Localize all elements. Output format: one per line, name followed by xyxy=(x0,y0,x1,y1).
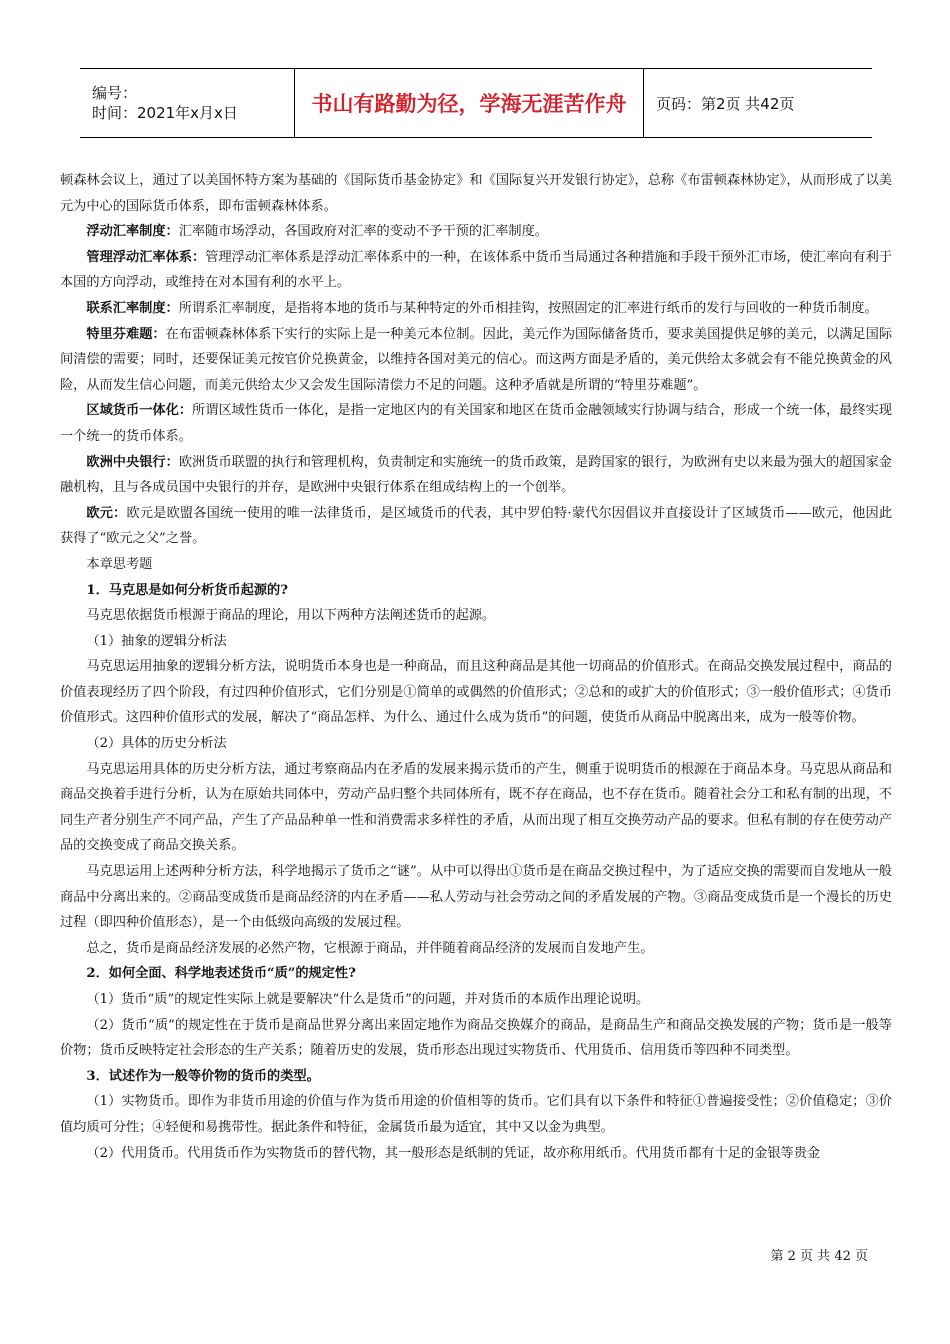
paragraph-text: 总之，货币是商品经济发展的必然产物，它根源于商品，并伴随着商品经济的发展而自发地产生。 xyxy=(86,940,654,956)
header-meta xyxy=(80,69,295,137)
paragraph-text: 顿森林会议上，通过了以美国怀特方案为基础的《国际货币基金协定》和《国际复兴开发银行协定》，总称《布雷顿森林协定》，从而形成了以美元为中心的国际货币体系，即布雷顿森林体系。 xyxy=(60,173,892,214)
paragraph-text: 在布雷顿森林体系下实行的实际上是一种美元本位制。因此，美元作为国际储备货币，要求美国提供足够的美元，以满足国际间清偿的需要；同时，还要保证美元按官价兑换黄金，以维持各国对美元的信心。而这两方面是矛盾的，美元供给太多就会有不能兑换黄金的风险，从而发生信心问题，而美元供给太少又会发生国际清偿力不足的问题。这种矛盾就是所谓的“特里芬难题”。 xyxy=(60,326,893,393)
paragraph xyxy=(60,322,892,399)
term-label: 管理浮动汇率体系： xyxy=(86,249,206,265)
paragraph xyxy=(60,1064,892,1090)
paragraph-text: （1）实物货币。即作为非货币用途的价值与作为货币用途的价值相等的货币。它们具有以下条件和特征①普遍接受性；②价值稳定；③价值均质可分性；④轻便和易携带性。据此条件和特征，金属货币最为适宜，其中又以金为典型。 xyxy=(60,1094,892,1135)
paragraph-text: （1）抽象的逻辑分析法 xyxy=(86,633,227,649)
paragraph-text: （2）具体的历史分析法 xyxy=(86,736,227,752)
paragraph-text: 所谓系汇率制度，是指将本地的货币与某种特定的外币相挂钩，按照固定的汇率进行纸币的发行与回收的一种货币制度。 xyxy=(178,300,878,316)
term-label: 浮动汇率制度： xyxy=(86,224,179,240)
paragraph-text: 欧洲货币联盟的执行和管理机构，负责制定和实施统一的货币政策，是跨国家的银行，为欧洲有史以来最为强大的超国家金融机构，且与各成员国中央银行的并存，是欧洲中央银行体系在组成结构上的一个创举。 xyxy=(60,454,892,496)
paragraph xyxy=(60,603,892,629)
paragraph-text: 马克思依据货币根源于商品的理论，用以下两种方法阐述货币的起源。 xyxy=(86,608,496,624)
term-label: 区域货币一体化： xyxy=(86,403,193,419)
header-motto xyxy=(295,69,644,137)
paragraph-text: 马克思运用上述两种分析方法，科学地揭示了货币之“谜”。从中可以得出①货币是在商品交换过程中，为了适应交换的需要而自发地从一般商品中分离出来的。②商品变成货币是商品经济的内在矛盾——私人劳动与社会劳动之间的矛盾发展的产物。③商品变成货币是一个漫长的历史过程（即四种价值形态），是一个由低级向高级的发展过程。 xyxy=(60,864,892,931)
paragraph xyxy=(60,296,892,322)
paragraph-text: 汇率随市场浮动，各国政府对汇率的变动不予干预的汇率制度。 xyxy=(178,224,548,240)
paragraph-text: 马克思运用具体的历史分析方法，通过考察商品内在矛盾的发展来揭示货币的产生，侧重于说明货币的根源在于商品本身。马克思从商品和商品交换着手进行分析，认为在原始共同体中，劳动产品归整个共同体所有，既不存在商品，也不存在货币。随着社会分工和私有制的出现，不同生产者分别生产不同产品，产生了产品品种单一性和消费需求多样性的矛盾，从而出现了相互交换劳动产品的要求。但私有制的存在使劳动产品的交换变成了商品交换关系。 xyxy=(60,761,892,854)
paragraph xyxy=(60,629,892,655)
paragraph xyxy=(60,987,892,1013)
paragraph xyxy=(60,654,892,731)
paragraph-text: 本章思考题 xyxy=(86,556,153,572)
paragraph xyxy=(60,398,892,449)
document-number-label: 编号： xyxy=(92,84,138,102)
paragraph xyxy=(60,501,892,552)
paragraph xyxy=(60,245,892,296)
paragraph-text: 1．马克思是如何分析货币起源的? xyxy=(86,582,288,598)
paragraph xyxy=(60,757,892,859)
paragraph xyxy=(60,1013,892,1064)
paragraph-text: 所谓区域性货币一体化，是指一定地区内的有关国家和地区在货币金融领域实行协调与结合，形成一个统一体，最终实现一个统一的货币体系。 xyxy=(60,403,892,444)
paragraph xyxy=(60,168,892,219)
paragraph xyxy=(60,1089,892,1140)
page-header xyxy=(80,68,872,138)
paragraph xyxy=(60,731,892,757)
document-body xyxy=(60,168,892,1166)
paragraph-text: （1）货币“质”的规定性实际上就是要解决“什么是货币”的问题，并对货币的本质作出理论说明。 xyxy=(86,992,650,1007)
header-page-info xyxy=(644,69,872,137)
paragraph xyxy=(60,552,892,578)
paragraph-text: （2）代用货币。代用货币作为实物货币的替代物，其一般形态是纸制的凭证，故亦称用纸币。代用货币都有十足的金银等贵金 xyxy=(86,1145,821,1161)
paragraph xyxy=(60,859,892,936)
paragraph-text: 欧元是欧盟各国统一使用的唯一法律货币，是区域货币的代表，其中罗伯特·蒙代尔因倡议并直接设计了区域货币——欧元，他因此获得了“欧元之父”之誉。 xyxy=(60,505,893,547)
paragraph-text: 管理浮动汇率体系是浮动汇率体系中的一种，在该体系中货币当局通过各种措施和手段干预外汇市场，使汇率向有利于本国的方向浮动，或维持在对本国有利的水平上。 xyxy=(60,249,893,291)
document-time: 时间：2021年x月x日 xyxy=(92,104,238,122)
paragraph xyxy=(60,450,892,501)
paragraph xyxy=(60,961,892,987)
term-label: 特里芬难题： xyxy=(86,326,166,342)
page-number-label: 页码：第2页 共42页 xyxy=(656,94,795,113)
paragraph-text: （2）货币“质”的规定性在于货币是商品世界分离出来固定地作为商品交换媒介的商品，是商品生产和商品交换发展的产物；货币是一般等价物；货币反映特定社会形态的生产关系；随着历史的发展，货币形态出现过实物货币、代用货币、信用货币等四种不同类型。 xyxy=(60,1017,892,1059)
term-label: 欧洲中央银行： xyxy=(86,454,179,470)
page-footer xyxy=(771,1245,868,1264)
footer-page-number: 第 2 页 共 42 页 xyxy=(770,1249,868,1264)
term-label: 联系汇率制度： xyxy=(86,300,179,316)
paragraph xyxy=(60,219,892,245)
paragraph-text: 马克思运用抽象的逻辑分析方法，说明货币本身也是一种商品，而且这种商品是其他一切商品的价值形式。在商品交换发展过程中，商品的价值表现经历了四个阶段，有过四种价值形式，它们分别是①简单的或偶然的价值形式；②总和的或扩大的价值形式；③一般价值形式；④货币价值形式。这四种价值形式的发展，解决了“商品怎样、为什么、通过什么成为货币”的问题，使货币从商品中脱离出来，成为一般等价物。 xyxy=(60,659,892,726)
paragraph-text: 3．试述作为一般等价物的货币的类型。 xyxy=(86,1068,320,1084)
term-label: 欧元： xyxy=(86,505,127,521)
paragraph xyxy=(60,578,892,604)
paragraph-text: 2．如何全面、科学地表述货币“质”的规定性? xyxy=(86,966,356,982)
paragraph xyxy=(60,1141,892,1167)
paragraph xyxy=(60,936,892,962)
motto-text: 书山有路勤为径，学海无涯苦作舟 xyxy=(311,92,627,116)
